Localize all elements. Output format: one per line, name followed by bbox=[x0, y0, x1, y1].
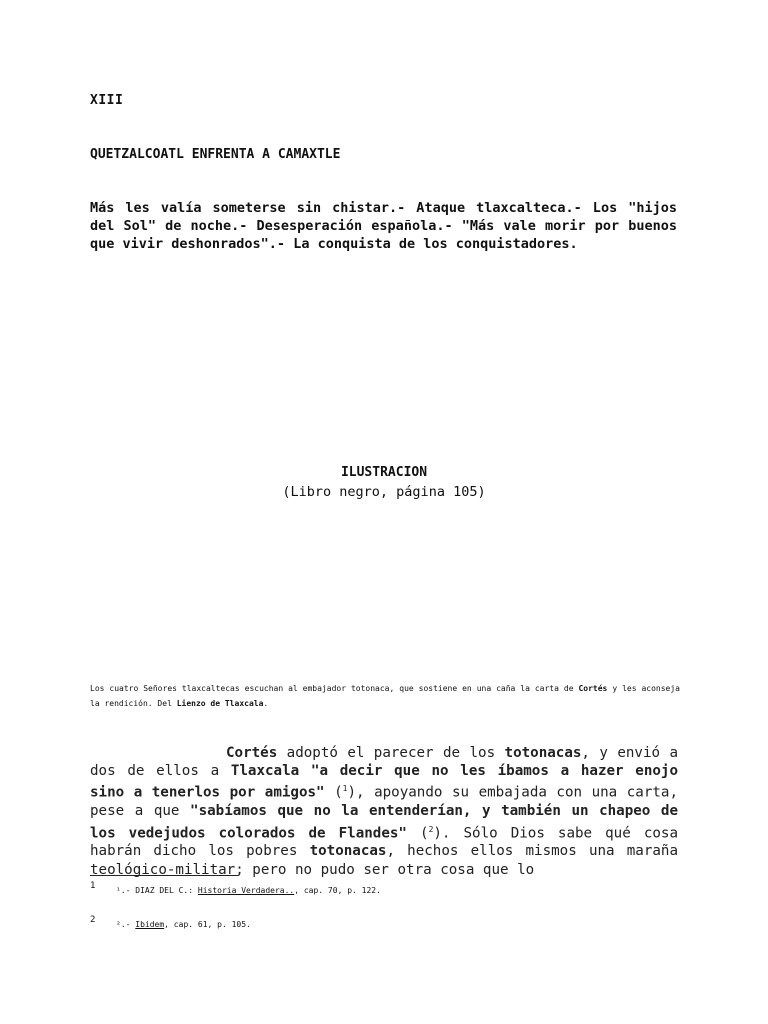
footnote-prefix: ².- bbox=[116, 920, 136, 929]
body-bold: totonacas bbox=[504, 745, 582, 761]
chapter-summary: Más les valía someterse sin chistar.- Ataque tlaxcalteca.- Los "hijos del Sol" de noche.- Desesperación española.- "Más vale morir por buenos que vivir deshonrados".- La conquista de los conquistadores. bbox=[90, 200, 677, 252]
footnote-text bbox=[116, 920, 251, 929]
footnote-prefix: ¹.- DIAZ DEL C.: bbox=[116, 886, 198, 895]
body-bold: Cortés bbox=[226, 745, 278, 761]
body-bold: totonacas bbox=[309, 843, 387, 860]
illustration-caption bbox=[90, 681, 680, 711]
caption-text: . bbox=[263, 699, 269, 708]
caption-bold-lienzo: Lienzo de Tlaxcala bbox=[176, 699, 264, 708]
chapter-title: QUETZALCOATL ENFRENTA A CAMAXTLE bbox=[90, 147, 341, 162]
illustration-reference: (Libro negro, página 105) bbox=[282, 484, 486, 500]
caption-text: y les aconseja la rendición. Del bbox=[90, 684, 680, 708]
footnote-source-link[interactable]: Historia Verdadera.. bbox=[197, 886, 295, 895]
body-paragraph bbox=[90, 744, 678, 879]
body-bold-quote: Tlaxcala "a decir que no les íbamos a hazer enojo sino a tenerlos por amigos" bbox=[90, 763, 678, 802]
footnote-ref-1[interactable]: 1 bbox=[342, 784, 348, 794]
body-text: ), apoyando su embajada con una carta, pese a que bbox=[90, 785, 678, 820]
caption-text: Los cuatro Señores tlaxcaltecas escuchan al embajador totonaca, que sostiene en una caña la carta de bbox=[90, 684, 579, 693]
body-text: ( bbox=[406, 825, 429, 842]
footnote-source-link[interactable]: Ibidem bbox=[135, 920, 165, 929]
body-text: ). Sólo Dios sabe qué cosa habrán dicho los pobres bbox=[90, 825, 678, 860]
body-bold-quote: "sabíamos que no la entenderían, y también un chapeo de los vedejudos colorados de Flandes" bbox=[90, 803, 678, 842]
footnote-text bbox=[116, 886, 381, 895]
footnote-mark: 2 bbox=[90, 915, 96, 925]
footnote-suffix: , cap. 70, p. 122. bbox=[294, 886, 381, 895]
footnote-mark: 1 bbox=[90, 881, 96, 891]
chapter-number: XIII bbox=[90, 93, 124, 108]
footnote-suffix: , cap. 61, p. 105. bbox=[164, 920, 251, 929]
body-text: , hechos ellos mismos una maraña teológico-militar; pero no pudo ser otra cosa que lo bbox=[90, 843, 678, 878]
body-text: , y envió a dos de ellos a bbox=[90, 745, 678, 780]
footnote-divider bbox=[90, 875, 238, 876]
footnote-ref-2[interactable]: 2 bbox=[428, 824, 434, 834]
body-text: ( bbox=[324, 785, 343, 802]
body-text: adoptó el parecer de los bbox=[277, 745, 505, 761]
illustration-title: ILUSTRACION bbox=[340, 465, 428, 480]
caption-bold-cortes: Cortés bbox=[578, 684, 608, 693]
